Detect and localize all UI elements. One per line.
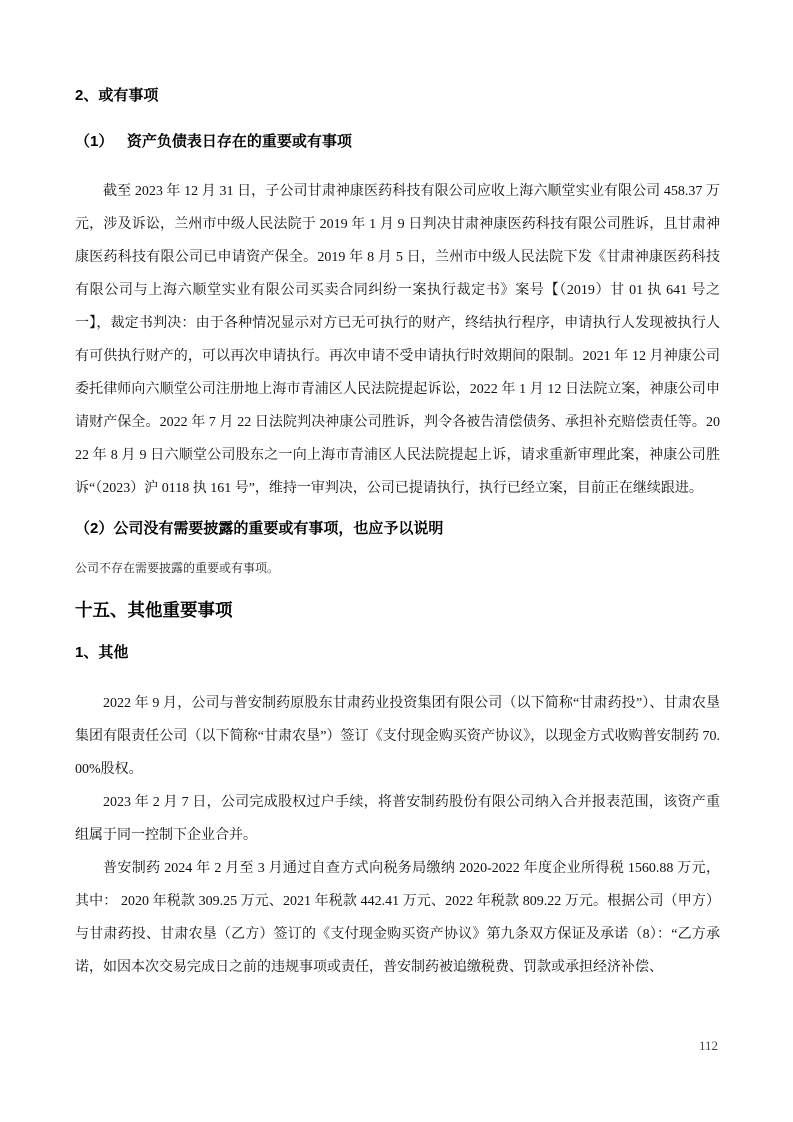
heading-title-1: 资产负债表日存在的重要或有事项 bbox=[126, 132, 352, 150]
heading-no-disclosure-contingencies bbox=[75, 519, 720, 539]
paragraph-acquisition-agreement: 2022 年 9 月，公司与普安制药原股东甘肃药业投资集团有限公司（以下简称“甘肃药投”）、甘肃农垦集团有限责任公司（以下简称“甘肃农垦”）签订《支付现金购买资产协议》，以现金方式收购普安制药 70.00%股权。 bbox=[75, 695, 720, 777]
heading-title-2: 公司没有需要披露的重要或有事项，也应予以说明 bbox=[113, 520, 444, 537]
heading-number-2: （2） bbox=[75, 520, 114, 537]
paragraph-litigation-detail: 截至 2023 年 12 月 31 日，子公司甘肃神康医药科技有限公司应收上海六顺堂实业有限公司 458.37 万元，涉及诉讼，兰州市中级人民法院于 2019 年 1 月 9 日判决甘肃神康医药科技有限公司胜诉，且甘肃神康医药科技有限公司已申请资产保全。2019 年 8 月 5 日，兰州市中级人民法院下发《甘肃神康医药科技有限公司与上海六顺堂实业有限公司买卖合同纠纷一案执行裁定书》案号【（2019）甘 01 执 641 号之一】，裁定书判决：由于各种情况显示对方已无可执行的财产，终结执行程序，申请执行人发现被执行人有可供执行财产的，可以再次申请执行。再次申请不受申请执行时效期间的限制。2021 年 12 月神康公司委托律师向六顺堂公司注册地上海市青浦区人民法院提起诉讼，2022 年 1 月 12 日法院立案，神康公司申请财产保全。2022 年 7 月 22 日法院判决神康公司胜诉，判令各被告清偿债务、承担补充赔偿责任等。2022 年 8 月 9 日六顺堂公司股东之一向上海市青浦区人民法院提起上诉，请求重新审理此案，神康公司胜诉“（2023）沪 0118 执 161 号”，维持一审判决，公司已提请执行，执行已经立案，目前正在继续跟进。 bbox=[75, 184, 720, 496]
heading-contingent-matters: 2、或有事项 bbox=[75, 87, 159, 104]
paragraph-tax-payment: 普安制药 2024 年 2 月至 3 月通过自查方式向税务局缴纳 2020-2022 年度企业所得税 1560.88 万元，其中： 2020 年税款 309.25 万元、2021 年税款 442.41 万元、2022 年税款 809.22 万元。根据公司（甲方）与甘肃药投、甘肃农垦（乙方）签订的《支付现金购买资产协议》第九条双方保证及承诺（8）：“乙方承诺，如因本次交易完成日之前的违规事项或责任，普安制药被追缴税费、罚款或承担经济补偿、 bbox=[75, 860, 720, 975]
heading-other: 1、其他 bbox=[75, 644, 129, 662]
heading-other-important-matters: 十五、其他重要事项 bbox=[75, 599, 233, 620]
heading-number-1: （1） bbox=[75, 132, 114, 150]
page-number: 112 bbox=[698, 1038, 718, 1053]
paragraph-equity-transfer: 2023 年 2 月 7 日，公司完成股权过户手续，将普安制药股份有限公司纳入合并报表范围，该资产重组属于同一控制下企业合并。 bbox=[75, 794, 720, 843]
note-no-contingencies: 公司不存在需要披露的重要或有事项。 bbox=[75, 560, 280, 575]
heading-balance-sheet-contingencies bbox=[75, 132, 720, 152]
